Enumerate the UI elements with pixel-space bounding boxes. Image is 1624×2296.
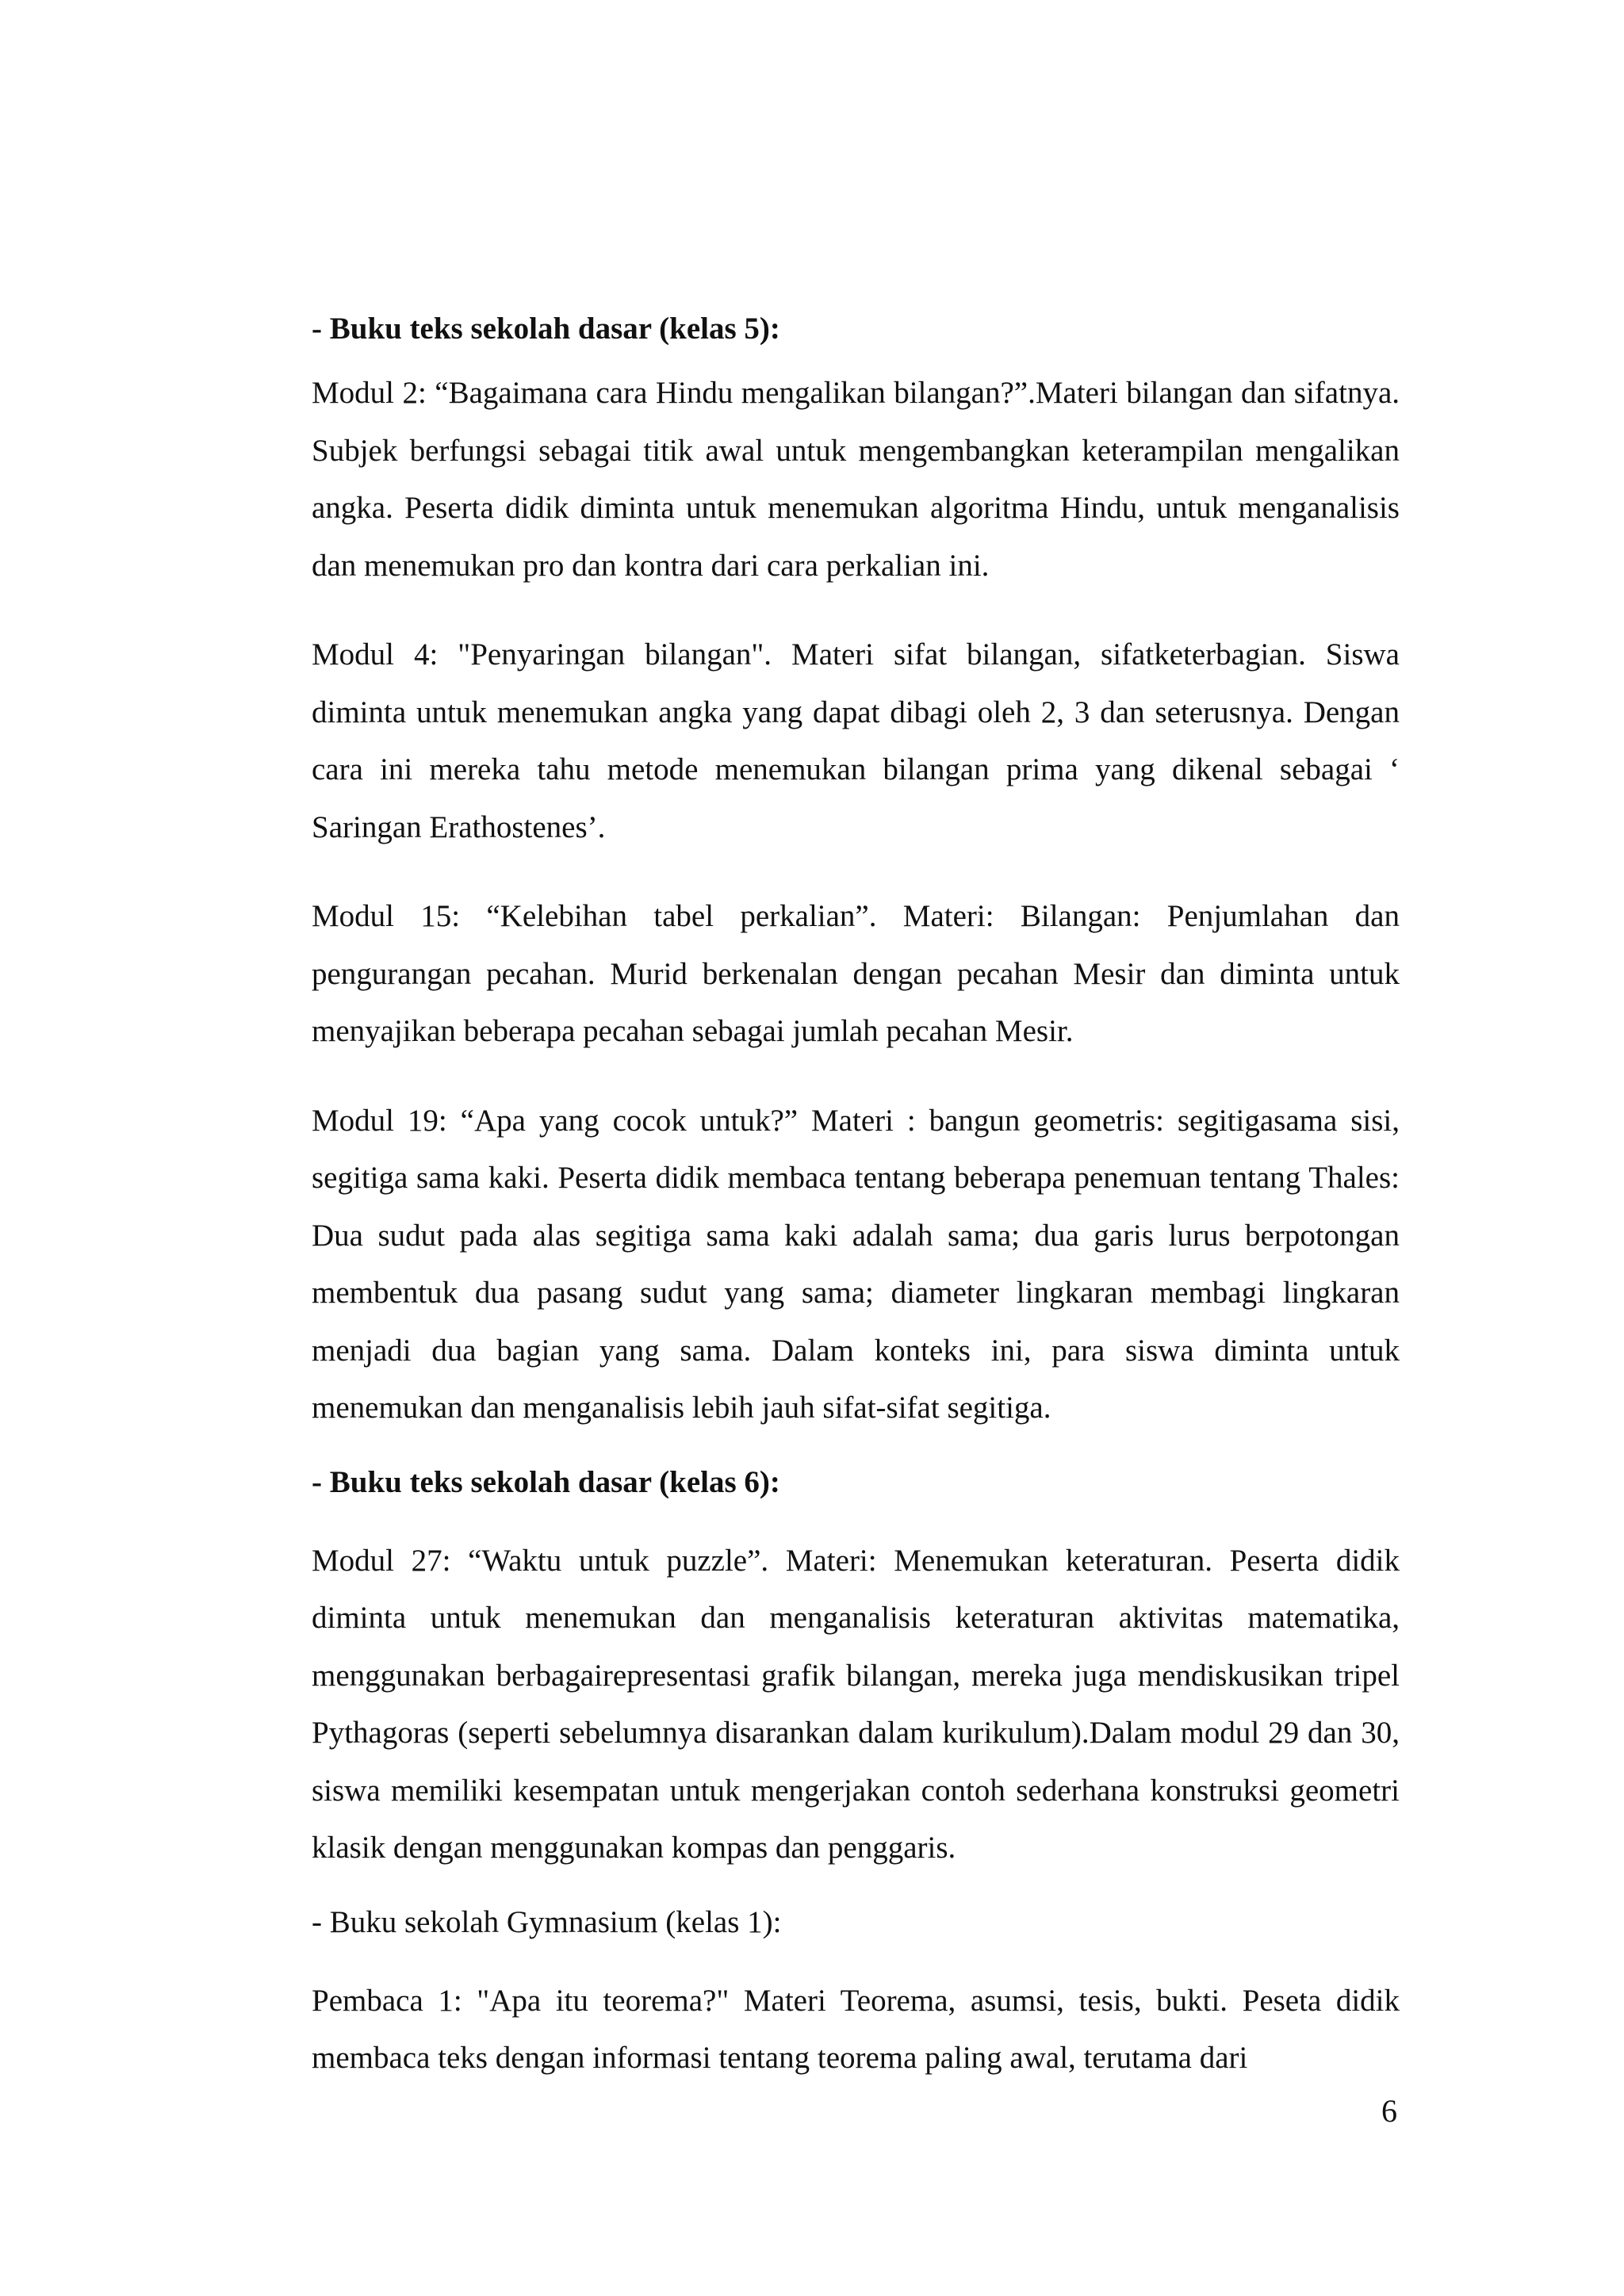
paragraph-modul-27: Modul 27: “Waktu untuk puzzle”. Materi: Menemukan keteraturan. Peserta didik diminta untuk menemukan dan menganalisis keteraturan aktivitas matematika, menggunakan berbagairepresentasi grafik bilangan, mereka juga mendiskusikan tripel Pythagoras (seperti sebelumnya disarankan dalam kurikulum).Dalam modul 29 dan 30, siswa memiliki kesempatan untuk mengerjakan contoh sederhana konstruksi geometri klasik dengan menggunakan kompas dan penggaris. [312, 1543, 1400, 1865]
page-number: 6 [1381, 2093, 1397, 2129]
paragraph-modul-15: Modul 15: “Kelebihan tabel perkalian”. Materi: Bilangan: Penjumlahan dan pengurangan pecahan. Murid berkenalan dengan pecahan Mesir dan diminta untuk menyajikan beberapa pecahan sebagai jumlah pecahan Mesir. [312, 899, 1400, 1048]
paragraph-modul-2: Modul 2: “Bagaimana cara Hindu mengalikan bilangan?”.Materi bilangan dan sifatnya. Subjek berfungsi sebagai titik awal untuk mengembangkan keterampilan mengalikan angka. Peserta didik diminta untuk menemukan algoritma Hindu, untuk menganalisis dan menemukan pro dan kontra dari cara perkalian ini. [312, 376, 1400, 583]
paragraph-modul-4: Modul 4: "Penyaringan bilangan". Materi sifat bilangan, sifatketerbagian. Siswa diminta untuk menemukan angka yang dapat dibagi oleh 2, 3 dan seterusnya. Dengan cara ini mereka tahu metode menemukan bilangan prima yang dikenal sebagai ‘ Saringan Erathostenes’. [312, 637, 1400, 844]
paragraph-modul-19: Modul 19: “Apa yang cocok untuk?” Materi : bangun geometris: segitigasama sisi, segitiga sama kaki. Peserta didik membaca tentang beberapa penemuan tentang Thales: Dua sudut pada alas segitiga sama kaki adalah sama; dua garis lurus berpotongan membentuk dua pasang sudut yang sama; diameter lingkaran membagi lingkaran menjadi dua bagian yang sama. Dalam konteks ini, para siswa diminta untuk menemukan dan menganalisis lebih jauh sifat-sifat segitiga. [312, 1103, 1400, 1425]
document-body [312, 311, 1400, 2087]
paragraph-pembaca-1: Pembaca 1: "Apa itu teorema?" Materi Teorema, asumsi, tesis, bukti. Peseta didik membaca teks dengan informasi tentang teorema paling awal, terutama dari [312, 1983, 1400, 2075]
section-heading-gymnasium: - Buku sekolah Gymnasium (kelas 1): [312, 1904, 782, 1939]
section-heading-grade-5: - Buku teks sekolah dasar (kelas 5): [312, 312, 780, 346]
section-heading-grade-6: - Buku teks sekolah dasar (kelas 6): [312, 1464, 780, 1499]
